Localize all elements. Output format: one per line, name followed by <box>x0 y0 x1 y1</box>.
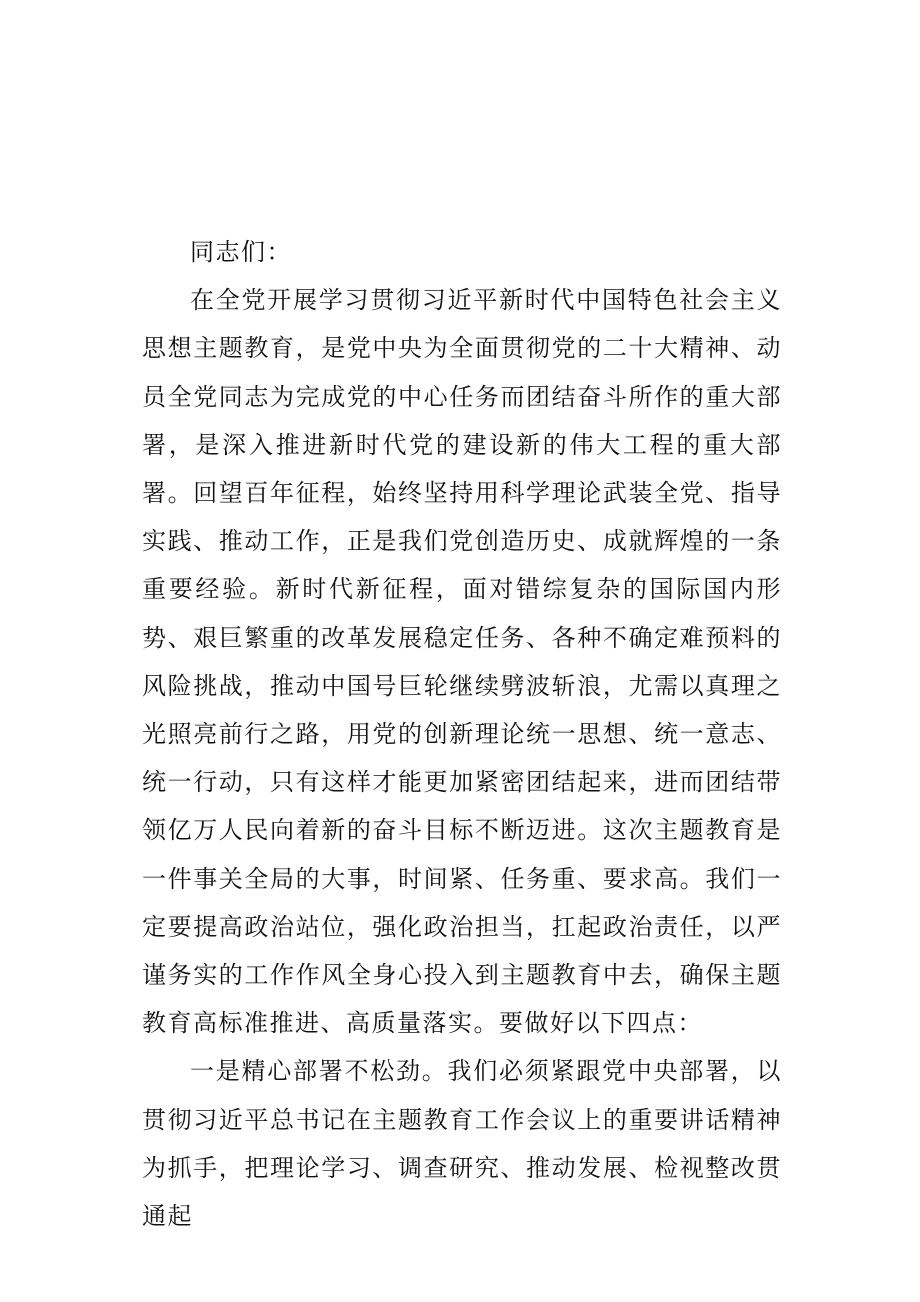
salutation: 同志们： <box>190 238 292 266</box>
document-body <box>142 228 782 1240</box>
paragraph-intro: 在全党开展学习贯彻习近平新时代中国特色社会主义思想主题教育，是党中央为全面贯彻党的二十大精神、动员全党同志为完成党的中心任务而团结奋斗所作的重大部署，是深入推进新时代党的建设新的伟大工程的重大部署。回望百年征程，始终坚持用科学理论武装全党、指导实践、推动工作，正是我们党创造历史、成就辉煌的一条重要经验。新时代新征程，面对错综复杂的国际国内形势、艰巨繁重的改革发展稳定任务、各种不确定难预料的风险挑战，推动中国号巨轮继续劈波斩浪，尤需以真理之光照亮前行之路，用党的创新理论统一思想、统一意志、统一行动，只有这样才能更加紧密团结起来，进而团结带领亿万人民向着新的奋斗目标不断迈进。这次主题教育是一件事关全局的大事，时间紧、任务重、要求高。我们一定要提高政治站位，强化政治担当，扛起政治责任，以严谨务实的工作作风全身心投入到主题教育中去，确保主题教育高标准推进、高质量落实。要做好以下四点： <box>142 286 782 1038</box>
paragraph-point-one: 一是精心部署不松劲。我们必须紧跟党中央部署，以贯彻习近平总书记在主题教育工作会议上的重要讲话精神为抓手，把理论学习、调查研究、推动发展、检视整改贯通起 <box>142 1057 782 1231</box>
